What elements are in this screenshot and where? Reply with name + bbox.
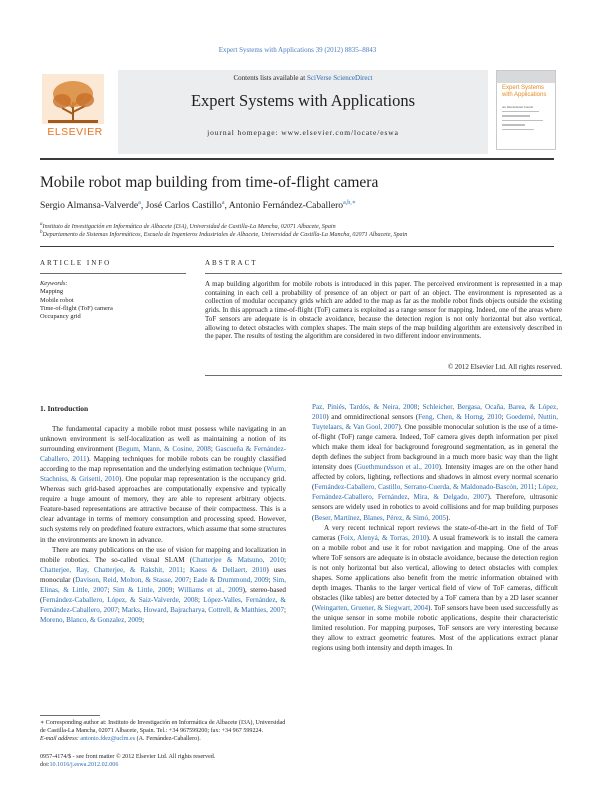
section-rule [40,246,554,247]
abstract-bottom-rule [205,375,562,376]
journal-title: Expert Systems with Applications [190,91,416,110]
issn-line: 0957-4174/$ - see front matter © 2012 Elsevier Ltd. All rights reserved. [40,754,216,760]
body-left-column [40,424,286,625]
citation-link[interactable]: Eade & Drummond, 2009 [193,575,269,584]
affiliation-text: Instituto de Investigación en Informática de Albacete (I3A), Universidad de Castilla-La Mancha, 02071 Albacete, Spain [42,224,336,231]
front-matter [40,753,340,770]
publisher-name: ELSEVIER [47,126,103,138]
journal-header-band [118,70,488,154]
author-list: Sergio Almansa-Valverde$^a$, José Carlos Castillo$^a$, Antonio Fernández-Caballero$^{a,b,∗}$ [40,200,356,212]
section-heading: 1. Introduction [40,404,89,413]
keyword-item: Time-of-flight (ToF) camera [40,304,113,312]
abstract-heading: ABSTRACT [205,259,258,267]
citation-link[interactable]: Begum, Mann, & Cosine, 2008 [118,445,211,454]
citation-link[interactable]: Paz, Piniés, Tardós, & Neira, 2008 [312,403,418,411]
citation-link[interactable]: Weingarten, Gruener, & Siegwart, 2004 [314,603,429,612]
doi-line [40,761,340,769]
citation-link[interactable]: Marks, Howard, Bajracharya, Cottrell, & Matthies, 2007 [121,605,285,614]
citation-link[interactable]: Davison, Reid, Molton, & Stasse, 2007 [75,575,190,584]
citation-link[interactable]: Gascueña & Fernández-Caballero, 2011 [40,445,286,464]
citation-link[interactable]: Foix, Alenyá, & Torras, 2010 [340,533,427,542]
citation-link[interactable]: Chatterjee, Ray, Chatterjee, & Rakshit, 2011 [40,565,183,574]
email-label: E-mail address: [40,736,81,743]
journal-reference[interactable]: Expert Systems with Applications 39 (2012) 8835–8843 [218,46,377,54]
cover-text-lines [502,111,548,133]
citation-link[interactable]: López, Fernández-Caballero, Fernández, Mira, & Delgado, 2007 [312,483,558,502]
author-affiliation-sup[interactable]: a [138,200,141,206]
email-link[interactable]: antonio.fdez@uclm.es [80,736,136,743]
author-name: Antonio Fernández-Caballero [228,200,344,212]
citation-link[interactable]: Fernández-Caballero, Castillo, Serrano-Cuerda, & Maldonado-Bascón, 2011 [314,483,535,492]
citation-link[interactable]: Moreno, Blanco, & Gonzalez, 2009 [40,615,143,624]
article-info-heading: ARTICLE INFO [40,259,112,267]
citation-link[interactable]: Fernández-Caballero, López, & Saiz-Valverde, 2008 [42,595,198,604]
citation-link[interactable]: Schleicher, Bergasa, Ocaña, Barea, & López, 2010 [312,403,558,422]
citation-link[interactable]: Feng, Chen, & Horng, 2010 [418,413,502,422]
abstract-rule [205,273,562,274]
article-title: Mobile robot map building from time-of-flight camera [40,174,379,191]
abstract-copyright: © 2012 Elsevier Ltd. All rights reserved. [447,363,562,371]
keyword-item: Mapping [40,288,64,296]
citation-link[interactable]: Sim & Little, 2009 [113,585,173,594]
sciencedirect-link[interactable]: SciVerse ScienceDirect [307,74,373,82]
author-name: Sergio Almansa-Valverde [40,200,139,212]
affiliation-sup: b [40,229,43,235]
citation-link[interactable]: Wurm, Stachniss, & Grisetti, 2010 [40,465,286,484]
cover-subtitle: An International Journal [502,105,534,109]
homepage-link[interactable]: www.elsevier.com/locate/eswa [281,128,399,137]
affiliation-text: Departamento de Sistemas Informáticos, Escuela de Ingenieros Industriales de Albacete, Universidad de Castilla-La Mancha, 02071 Albacete, Spain [42,232,408,239]
author-name: José Carlos Castillo [145,200,222,212]
header-rule [40,158,554,160]
citation-link[interactable]: Goedemé, Nuttin, Tuytelaars, & Van Gool, 2007 [312,413,558,432]
corresponding-author-note: ∗ Corresponding author at: Instituto de Investigación en Informática de Albacete (I3A), Universidad de Castilla-La Mancha, 02071 Albacete, Spain. Tel.: +34 967599200; fax: +34 967 599224. [40,720,286,735]
footnote [40,719,286,744]
cover-band [497,71,555,83]
keyword-item: Occupancy grid [40,313,81,321]
affiliation-b [40,229,560,238]
abstract-text: A map building algorithm for mobile robots is introduced in this paper. The perceived environment is represented in a map containing in each cell a probability of presence of an object or part of an object. The environment is represented as a collection of modular occupancy grids which are added to the map as far as the mobile robot finds objects outside the existing grids. In this approach a time-of-flight (ToF) camera is exploited as a range sensor for mapping. Indeed, one of the areas where ToF sensors are adequate is in obstacle avoidance, because the detection region is not only horizontal but also vertical, allowing to detect obstacles with complex shapes. The main steps of the map building algorithm are extensively described in the paper. The results of testing the algorithm are considered in two different indoor environments. [205,280,562,341]
article-info-rule [40,273,186,274]
citation-link[interactable]: Kaess & Dellaert, 2010 [189,565,267,574]
affiliation-sup: a [40,221,43,227]
author-affiliation-sup[interactable]: a,b,∗ [343,200,356,206]
citation-link[interactable]: Williams et al., 2009 [177,585,243,594]
email-suffix: (A. Fernández-Caballero). [135,736,201,743]
doi-label: doi: [40,762,50,769]
citation-link[interactable]: Beser, Martínez, Blanes, Pérez, & Simó, 2005 [314,513,446,522]
homepage-prefix: journal homepage: [207,128,282,137]
citation-link[interactable]: Chatterjee & Matsuno, 2010 [192,555,285,564]
keywords-label: Keywords: [40,280,68,287]
body-right-column [312,402,558,653]
body-paragraph: The fundamental capacity a mobile robot must possess while navigating in an unknown environment is self-localization as well as maintaining a notion of its surrounding environment (Begum, Mann, & Cosine, 2008; Gascueña & Fernández-Caballero, 2011). Mapping techniques for mobile robots can be roughly classified according to the map representation and the underlying estimation technique (Wurm, Stachniss, & Grisetti, 2010). One popular map representation is the occupancy grid. Whereas such grid-based approaches are computationally expensive and typically require a huge amount of memory, they are able to represent arbitrary objects. Feature-based representations are attractive because of their compactness. This is a clear advantage in terms of memory consumption and processing speed. However, such systems rely on predefined feature extractors, which assume that some structures in the environments are known in advance. [40,425,287,544]
body-paragraph: A very recent technical report reviews the state-of-the-art in the field of ToF cameras (Foix, Alenyá, & Torras, 2010). A usual framework is to install the camera on a mobile robot and use it for robot navigation and mapping. One of the areas where ToF sensors are adequate is in obstacle avoidance, because the detection region is not only horizontal but also vertical, allowing to detect obstacles with complex shapes. Some applications also benefit from the metric information obtained with depth images. Thanks to the larger vertical field of view of ToF cameras, difficult obstacles (like tables) are better detected by a ToF camera than by a 2D laser scanner (Weingarten, Gruener, & Siegwart, 2004). ToF sensors have been used successfully as the unique sensor in some mobile robotic applications, despite their characteristic limited resolution. For mapping purposes, ToF sensors are very interesting because they allow to extract geometric features. Most of the applications extract planar regions using both intensity and depth images. In [312,523,558,653]
journal-cover-thumbnail [496,70,556,150]
footnote-rule [40,715,100,716]
citation-link[interactable]: Guethmundsson et al., 2010 [356,463,439,472]
journal-homepage [118,128,488,137]
citation-link[interactable]: López-Valles, Fernández, & Fernández-Caballero, 2007 [40,595,286,614]
contents-line [118,74,488,82]
email-line [40,735,286,743]
contents-prefix: Contents lists available at [233,74,307,82]
cover-title: Expert Systems with Applications [502,85,547,98]
keywords-block [40,280,190,321]
author-affiliation-sup[interactable]: a [221,200,225,206]
doi-link[interactable]: 10.1016/j.eswa.2012.02.006 [49,762,119,769]
body-paragraph: Paz, Piniés, Tardós, & Neira, 2008; Schleicher, Bergasa, Ocaña, Barea, & López, 2010) and omnidirectional sensors (Feng, Chen, & Horng, 2010; Goedemé, Nuttin, Tuytelaars, & Van Gool, 2007). One possible monocular solution is the use of a time-of-flight (ToF) range camera. Indeed, ToF camera gives depth information per pixel which make them ideal for background foreground segmentation, as in general the depth defines the subject from background in a much more basic way than the light intensity does (Guethmundsson et al., 2010). Intensity images are on the other hand affected by colors, lighting, reflections and shadows in almost every normal scenario (Fernández-Caballero, Castillo, Serrano-Cuerda, & Maldonado-Bascón, 2011; López, Fernández-Caballero, Fernández, Mira, & Delgado, 2007). Therefore, ultrasonic sensors are widely used in robotics to avoid collisions and for map building purposes (Beser, Martínez, Blanes, Pérez, & Simó, 2005). [312,403,559,522]
citation-link[interactable]: Sim, Elinas, & Little, 2007 [40,575,287,594]
body-paragraph: There are many publications on the use of vision for mapping and localization in mobile robotics. The so-called visual SLAM (Chatterjee & Matsuno, 2010; Chatterjee, Ray, Chatterjee, & Rakshit, 2011; Kaess & Dellaert, 2010) uses monocular (Davison, Reid, Molton, & Stasse, 2007; Eade & Drummond, 2009; Sim, Elinas, & Little, 2007; Sim & Little, 2009; Williams et al., 2009), stereo-based (Fernández-Caballero, López, & Saiz-Valverde, 2008; López-Valles, Fernández, & Fernández-Caballero, 2007; Marks, Howard, Bajracharya, Cottrell, & Matthies, 2007; Moreno, Blanco, & Gonzalez, 2009; [40,545,287,624]
keyword-item: Mobile robot [40,296,74,304]
